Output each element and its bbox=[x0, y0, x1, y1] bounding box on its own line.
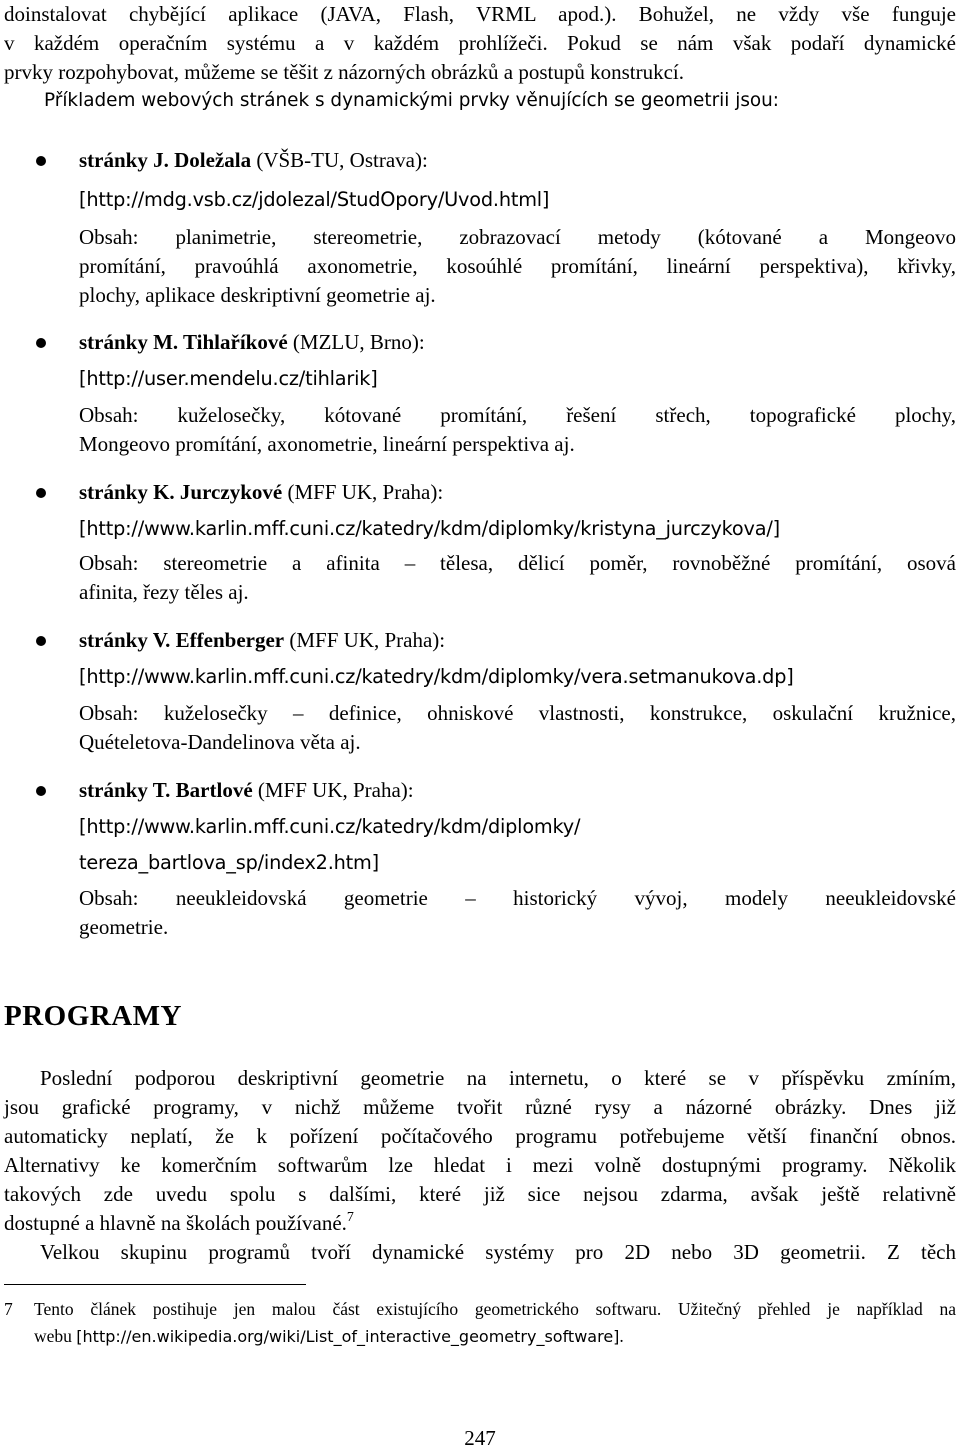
desc-line: promítání, pravoúhlá axonometrie, kosoúhlé promítání, lineární perspektiva), křivky, bbox=[79, 254, 956, 278]
desc-line: Mongeovo promítání, axonometrie, lineární perspektiva aj. bbox=[79, 432, 575, 456]
para-line: jsou grafické programy, v nichž můžeme tvořit různé rysy a názorné obrázky. Dnes již bbox=[4, 1095, 956, 1119]
footnote-line-prefix: webu bbox=[34, 1326, 77, 1346]
item-heading bbox=[79, 328, 425, 356]
desc-line: afinita, řezy těles aj. bbox=[79, 580, 249, 604]
footnote-line bbox=[34, 1323, 956, 1350]
section-paragraph-1 bbox=[4, 1064, 956, 1238]
para-line: Velkou skupinu programů tvoří dynamické systémy pro 2D nebo 3D geometrii. Z těch bbox=[40, 1240, 956, 1264]
item-url[interactable]: [http://www.karlin.mff.cuni.cz/katedry/kdm/diplomky/vera.setmanukova.dp] bbox=[79, 665, 794, 688]
desc-line: Quételetova-Dandelinova věta aj. bbox=[79, 730, 361, 754]
footnote-url[interactable]: [http://en.wikipedia.org/wiki/List_of_interactive_geometry_software] bbox=[76, 1327, 620, 1346]
item-url[interactable]: [http://user.mendelu.cz/tihlarik] bbox=[79, 367, 378, 390]
bullet-icon bbox=[36, 786, 46, 796]
desc-line: plochy, aplikace deskriptivní geometrie aj. bbox=[79, 283, 436, 307]
section-paragraph-2 bbox=[4, 1238, 956, 1267]
item-description bbox=[79, 401, 956, 459]
item-url[interactable]: [http://www.karlin.mff.cuni.cz/katedry/kdm/diplomky/ bbox=[79, 815, 581, 838]
section-heading: PROGRAMY bbox=[4, 1000, 182, 1032]
item-description bbox=[79, 699, 956, 757]
desc-line: Obsah: planimetrie, stereometrie, zobrazovací metody (kótované a Mongeovo bbox=[79, 225, 956, 249]
item-heading bbox=[79, 146, 428, 174]
footnote-reference[interactable]: 7 bbox=[346, 1210, 354, 1225]
item-affiliation: (VŠB-TU, Ostrava): bbox=[251, 148, 428, 172]
item-affiliation: (MZLU, Brno): bbox=[287, 330, 425, 354]
para-line: automaticky neplatí, že k pořízení počítačového programu potřebujeme větší finanční obnos. bbox=[4, 1124, 956, 1148]
footnote-line-suffix: . bbox=[619, 1326, 624, 1346]
desc-line: Obsah: kuželosečky – definice, ohniskové vlastnosti, konstrukce, oskulační kružnice, bbox=[79, 701, 956, 725]
intro-line-1: doinstalovat chybějící aplikace (JAVA, Flash, VRML apod.). Bohužel, ne vždy vše funguje bbox=[4, 2, 956, 26]
item-heading bbox=[79, 626, 445, 654]
intro-line-2: v každém operačním systému a v každém prohlížeči. Pokud se nám však podaří dynamické bbox=[4, 31, 956, 55]
bullet-icon bbox=[36, 488, 46, 498]
desc-line: Obsah: neeukleidovská geometrie – historický vývoj, modely neeukleidovské bbox=[79, 886, 956, 910]
desc-line: Obsah: kuželosečky, kótované promítání, řešení střech, topografické plochy, bbox=[79, 403, 956, 427]
para-line bbox=[4, 1209, 956, 1238]
item-description bbox=[79, 884, 956, 942]
item-affiliation: (MFF UK, Praha): bbox=[284, 628, 446, 652]
footnote-line: Tento článek postihuje jen malou část existujícího geometrického softwaru. Užitečný přehled je například na bbox=[34, 1299, 956, 1319]
para-line: Poslední podporou deskriptivní geometrie na internetu, o které se v příspěvku zmíním, bbox=[40, 1066, 956, 1090]
item-affiliation: (MFF UK, Praha): bbox=[252, 778, 414, 802]
item-description bbox=[79, 223, 956, 310]
item-url-continued[interactable]: tereza_bartlova_sp/index2.htm] bbox=[79, 851, 379, 874]
item-description bbox=[79, 549, 956, 607]
footnote-text bbox=[34, 1296, 956, 1350]
item-author: stránky K. Jurczykové bbox=[79, 480, 283, 504]
item-url[interactable]: [http://www.karlin.mff.cuni.cz/katedry/kdm/diplomky/kristyna_jurczykova/] bbox=[79, 517, 780, 540]
item-author: stránky T. Bartlové bbox=[79, 778, 253, 802]
item-author: stránky J. Doležala bbox=[79, 148, 252, 172]
item-heading bbox=[79, 776, 414, 804]
item-heading bbox=[79, 478, 443, 506]
page-number: 247 bbox=[464, 1426, 496, 1450]
bullet-icon bbox=[36, 636, 46, 646]
intro-line-3: prvky rozpohybovat, můžeme se těšit z názorných obrázků a postupů konstrukcí. bbox=[4, 60, 684, 84]
item-url[interactable]: [http://mdg.vsb.cz/jdolezal/StudOpory/Uvod.html] bbox=[79, 188, 550, 211]
para-line: Alternativy ke komerčním softwarům lze hledat i mezi volně dostupnými programy. Několik bbox=[4, 1153, 956, 1177]
bullet-icon bbox=[36, 338, 46, 348]
bullet-icon bbox=[36, 156, 46, 166]
footnote-number: 7 bbox=[4, 1299, 13, 1319]
para-line-text: dostupné a hlavně na školách používané. bbox=[4, 1211, 347, 1235]
desc-line: geometrie. bbox=[79, 915, 169, 939]
intro-line-4: Příkladem webových stránek s dynamickými prvky věnujících se geometrii jsou: bbox=[44, 90, 780, 111]
para-line: takových zde uvedu spolu s dalšími, které již sice nejsou zdarma, avšak ještě relativně bbox=[4, 1182, 956, 1206]
footnote-divider bbox=[4, 1284, 306, 1285]
desc-line: Obsah: stereometrie a afinita – tělesa, dělicí poměr, rovnoběžné promítání, osová bbox=[79, 551, 956, 575]
item-author: stránky M. Tihlaříkové bbox=[79, 330, 288, 354]
item-author: stránky V. Effenberger bbox=[79, 628, 285, 652]
item-affiliation: (MFF UK, Praha): bbox=[282, 480, 444, 504]
